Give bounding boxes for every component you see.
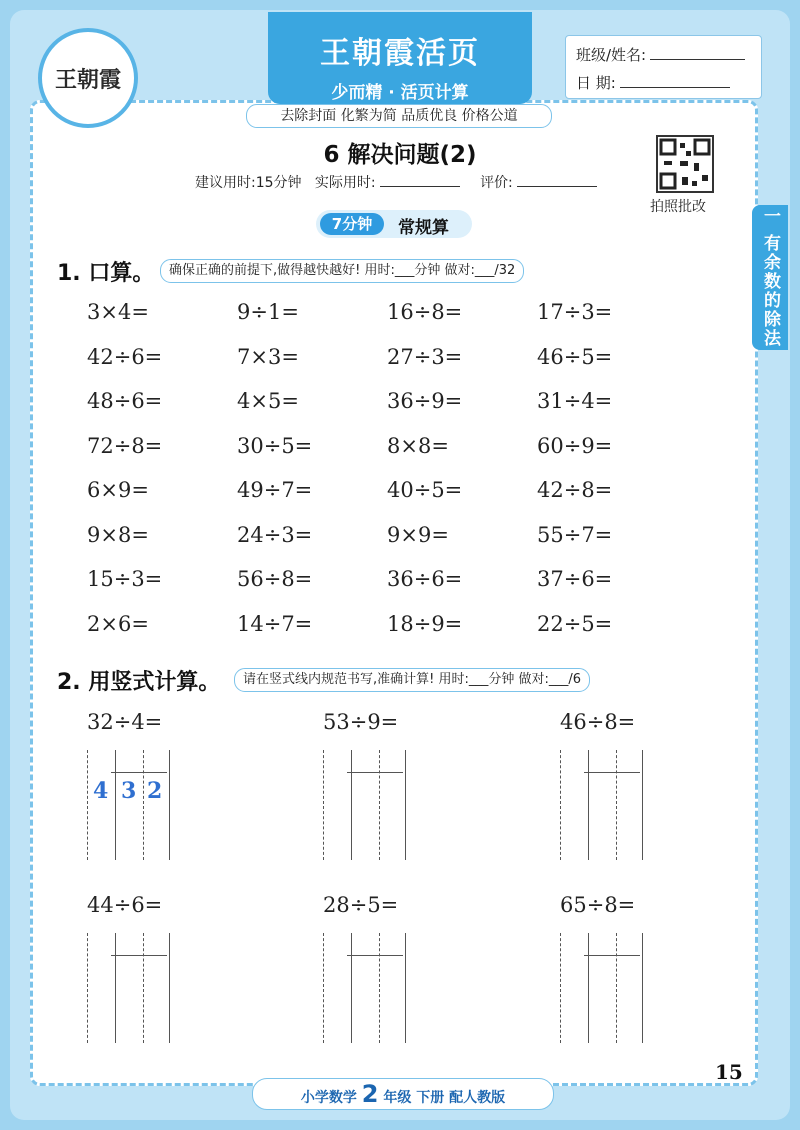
calc-row <box>87 434 687 479</box>
class-label: 班级/姓名: <box>576 46 647 64</box>
vertical-problem: 46÷8= <box>560 710 636 734</box>
section-pill <box>316 210 472 238</box>
section2-note: 请在竖式线内规范书写,准确计算! 用时:___分钟 做对:___/6 <box>234 668 590 692</box>
vertical-work-grid[interactable] <box>323 750 405 860</box>
suggested-time: 建议用时:15分钟 <box>195 175 302 191</box>
calc-item[interactable]: 46÷5= <box>537 344 613 369</box>
footer-subject: 小学数学 <box>300 1090 357 1106</box>
calc-item[interactable]: 49÷7= <box>237 478 313 502</box>
date-field[interactable] <box>576 72 730 93</box>
calc-item[interactable]: 56÷8= <box>237 567 313 591</box>
vertical-problem: 44÷6= <box>87 893 163 917</box>
vertical-work-grid[interactable] <box>560 933 642 1043</box>
calc-item[interactable]: 9÷1= <box>237 300 299 324</box>
calc-item[interactable]: 7×3= <box>237 344 299 369</box>
rating-blank[interactable] <box>517 186 597 187</box>
vertical-problem: 53÷9= <box>323 710 399 734</box>
pill-label: 常规算 <box>398 218 449 238</box>
calc-item[interactable]: 3×4= <box>87 300 149 324</box>
actual-time-blank[interactable] <box>380 186 460 187</box>
calc-item[interactable]: 9×9= <box>387 522 449 547</box>
calc-item[interactable]: 8×8= <box>387 433 449 458</box>
calc-item[interactable]: 14÷7= <box>237 611 313 636</box>
qr-code[interactable] <box>656 135 714 193</box>
division-bracket <box>111 772 167 773</box>
vertical-work-grid[interactable] <box>87 750 169 860</box>
division-bracket <box>584 772 640 773</box>
calc-row <box>87 612 687 657</box>
example-digit: 2 <box>147 778 163 804</box>
vertical-problem: 32÷4= <box>87 710 163 734</box>
division-bracket <box>347 772 403 773</box>
calc-row <box>87 389 687 434</box>
logo-text: 王朝霞 <box>54 66 121 93</box>
calc-item[interactable]: 4×5= <box>237 389 299 413</box>
brand-title: 王朝霞活页 <box>320 36 480 71</box>
calc-row <box>87 300 687 345</box>
calc-item[interactable]: 36÷6= <box>387 567 463 591</box>
example-digit: 4 <box>93 778 109 804</box>
time-line <box>195 172 613 192</box>
footer-banner <box>252 1078 554 1110</box>
division-bracket <box>584 955 640 956</box>
vertical-problem: 28÷5= <box>323 893 399 917</box>
qr-label: 拍照批改 <box>650 199 706 215</box>
vertical-work-grid[interactable] <box>560 750 642 860</box>
lesson-title: 6 解决问题(2) <box>323 142 477 168</box>
calc-item[interactable]: 37÷6= <box>537 567 613 591</box>
calc-item[interactable]: 48÷6= <box>87 389 163 413</box>
brand-banner <box>268 12 532 104</box>
brand-logo <box>38 28 138 128</box>
student-info-box <box>565 35 762 99</box>
section1-heading: 1. 口算。 <box>57 261 155 286</box>
division-bracket <box>111 955 167 956</box>
pill-time: 7分钟 <box>320 213 384 235</box>
calc-item[interactable]: 31÷4= <box>537 389 613 413</box>
calc-row <box>87 567 687 612</box>
calc-item[interactable]: 2×6= <box>87 611 149 636</box>
calc-item[interactable]: 15÷3= <box>87 567 163 591</box>
calc-item[interactable]: 22÷5= <box>537 611 613 636</box>
calc-row <box>87 523 687 568</box>
brand-subtitle: 少而精 · 活页计算 <box>331 83 469 103</box>
slogan: 去除封面 化繁为简 品质优良 价格公道 <box>246 104 552 128</box>
example-digit: 3 <box>121 778 137 804</box>
calc-item[interactable]: 6×9= <box>87 478 149 502</box>
calc-row <box>87 345 687 390</box>
section1-note: 确保正确的前提下,做得越快越好! 用时:___分钟 做对:___/32 <box>160 259 524 283</box>
unit-side-tab: 一 有余数的除法 <box>752 205 788 350</box>
calc-row <box>87 478 687 523</box>
rating-label: 评价: <box>480 175 513 191</box>
footer-grade-number: 2 <box>361 1080 379 1108</box>
calc-item[interactable]: 42÷6= <box>87 344 163 369</box>
calc-item[interactable]: 30÷5= <box>237 433 313 458</box>
page-number: 15 <box>715 1060 743 1084</box>
oral-calc-grid <box>87 300 687 656</box>
division-bracket <box>347 955 403 956</box>
vertical-work-grid[interactable] <box>323 933 405 1043</box>
calc-item[interactable]: 17÷3= <box>537 300 613 324</box>
actual-time-label: 实际用时: <box>314 175 376 191</box>
calc-item[interactable]: 9×8= <box>87 522 149 547</box>
calc-item[interactable]: 24÷3= <box>237 522 313 547</box>
vertical-problem: 65÷8= <box>560 893 636 917</box>
calc-item[interactable]: 60÷9= <box>537 433 613 458</box>
calc-item[interactable]: 36÷9= <box>387 389 463 413</box>
date-label: 日 期: <box>576 74 616 92</box>
vertical-work-grid[interactable] <box>87 933 169 1043</box>
footer-grade-text: 年级 下册 配人教版 <box>383 1090 506 1106</box>
class-name-field[interactable] <box>576 44 745 65</box>
calc-item[interactable]: 72÷8= <box>87 433 163 458</box>
calc-item[interactable]: 27÷3= <box>387 344 463 369</box>
section2-heading: 2. 用竖式计算。 <box>57 670 221 695</box>
calc-item[interactable]: 40÷5= <box>387 478 463 502</box>
calc-item[interactable]: 16÷8= <box>387 300 463 324</box>
calc-item[interactable]: 42÷8= <box>537 478 613 502</box>
calc-item[interactable]: 18÷9= <box>387 611 463 636</box>
calc-item[interactable]: 55÷7= <box>537 522 613 547</box>
